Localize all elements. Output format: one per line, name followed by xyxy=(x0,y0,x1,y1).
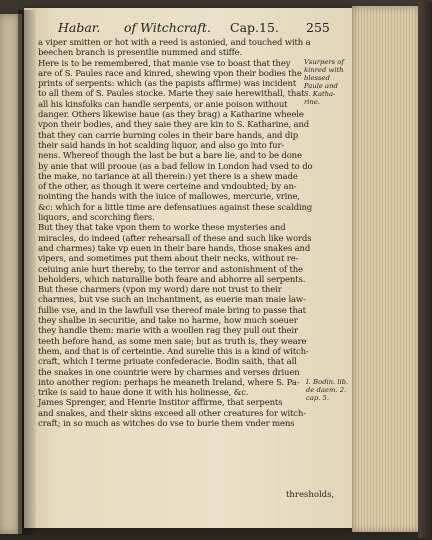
text-line: that they can carrie burning coles in their bare hands, and dip xyxy=(38,130,299,141)
text-line: prints of serpents: which (as the papists affirme) was incident xyxy=(38,79,297,90)
marginal-note-line: Vsurpers of xyxy=(304,58,344,66)
text-line: But these charmers (vpon my word) dare not trust to their xyxy=(38,285,282,296)
text-line: craft, which I terme priuate confederacie. Bodin saith, that all xyxy=(38,357,297,368)
text-line: and snakes, and their skins exceed all other creatures for witch- xyxy=(38,408,306,419)
marginal-note-bodin xyxy=(306,378,350,402)
marginal-note-line: I. Bodin. lib. xyxy=(306,378,349,386)
text-line: Here is to be remembered, that manie vse to boast that they xyxy=(38,58,291,69)
book-gutter-shadow xyxy=(18,10,36,535)
text-line: beholders, which naturallie both feare and abhorre all serpents. xyxy=(38,274,306,285)
text-line: teeth before hand, as some men saie; but as truth is, they weare xyxy=(38,336,307,347)
text-line: trike is said to haue done it with his holinesse, &c. xyxy=(38,388,249,399)
marginal-note-line: cap. 5. xyxy=(306,394,330,402)
text-line: of the other, as though it were certeine and vndoubted; by an- xyxy=(38,182,297,193)
page-block-edges xyxy=(352,6,420,532)
text-line: miracles, do indeed (after rehearsall of these and such like words xyxy=(38,233,312,244)
marginal-note-line: rine. xyxy=(304,98,320,106)
text-line: they handle them: marie with a woollen rag they pull out their xyxy=(38,326,298,337)
text-line: fullie vse, and in the lawfull vse thereof maie bring to passe that xyxy=(38,305,306,316)
marginal-note-line: S. Katha- xyxy=(304,90,336,98)
marginal-note-kinred xyxy=(304,58,348,106)
text-line: nens. Whereof though the last be but a bare lie, and to be done xyxy=(38,151,302,162)
text-line: to all them of S. Paules stocke. Marie they saie herewithall, that xyxy=(38,89,305,100)
text-line: craft; in so much as witches do vse to burie them vnder mens xyxy=(38,418,295,429)
book-cover-edge xyxy=(418,2,432,538)
body-text xyxy=(38,38,313,429)
text-line: charmes, but vse such an inchantment, as euerie man maie law- xyxy=(38,295,306,306)
text-line: beechen branch is presentlie nummed and stiffe. xyxy=(38,48,243,59)
running-header xyxy=(38,20,338,38)
chapter-label: Cap.15. xyxy=(230,20,279,35)
catchword: thresholds, xyxy=(286,490,335,500)
running-head-title: of Witchcraft. xyxy=(124,20,211,35)
text-line: vpon their bodies, and they saie they are kin to S. Katharine, and xyxy=(38,120,310,131)
text-line: into another region: perhaps he meaneth Ireland, where S. Pa- xyxy=(38,377,300,388)
marginal-note-line: kinred with xyxy=(304,66,344,74)
text-line: they shalbe in securitie, and take no harme, how much soeuer xyxy=(38,316,298,327)
running-head-left: Habar. xyxy=(58,20,101,35)
marginal-note-line: blessed xyxy=(304,74,330,82)
text-line: danger. Others likewise haue (as they brag) a Katharine wheele xyxy=(38,110,304,121)
text-line: all his kinsfolks can handle serpents, or anie poison without xyxy=(38,99,288,110)
marginal-note-line: Paule and xyxy=(304,82,338,90)
text-line: liquors, and scorching fiers. xyxy=(38,213,155,224)
text-line: and charmes) take vp euen in their bare hands, those snakes and xyxy=(38,243,311,254)
text-line: ceiuing anie hurt thereby, to the terror and astonishment of the xyxy=(38,264,303,275)
text-line: James Sprenger, and Henrie Institor affirme, that serpents xyxy=(38,398,283,409)
text-line: But they that take vpon them to worke these mysteries and xyxy=(38,223,286,234)
text-line: the make, no tariance at all therein:) yet there is a shew made xyxy=(38,171,298,182)
marginal-note-line: de daem. 2. xyxy=(306,386,347,394)
page-number: 255 xyxy=(306,20,330,35)
text-line: nointing the hands with the iuice of mallowes, mercurie, vrine, xyxy=(38,192,300,203)
text-line: &c: which for a little time are defensatiues against these scalding xyxy=(38,202,313,213)
text-line: by anie that will prooue (as a bad fellow in London had vsed to do xyxy=(38,161,313,172)
text-line: the snakes in one countrie were by charmes and verses driuen xyxy=(38,367,300,378)
text-line: are of S. Paules race and kinred, shewing vpon their bodies the xyxy=(38,68,302,79)
text-line: vipers, and sometimes put them about their necks, without re- xyxy=(38,254,299,265)
text-line: a viper smitten or hot with a reed is astonied, and touched with a xyxy=(38,38,311,48)
text-line: their said hands in hot scalding liquor, and also go into fur- xyxy=(38,140,285,151)
text-line: them, and that is of certeintie. And surelie this is a kind of witch- xyxy=(38,346,309,357)
